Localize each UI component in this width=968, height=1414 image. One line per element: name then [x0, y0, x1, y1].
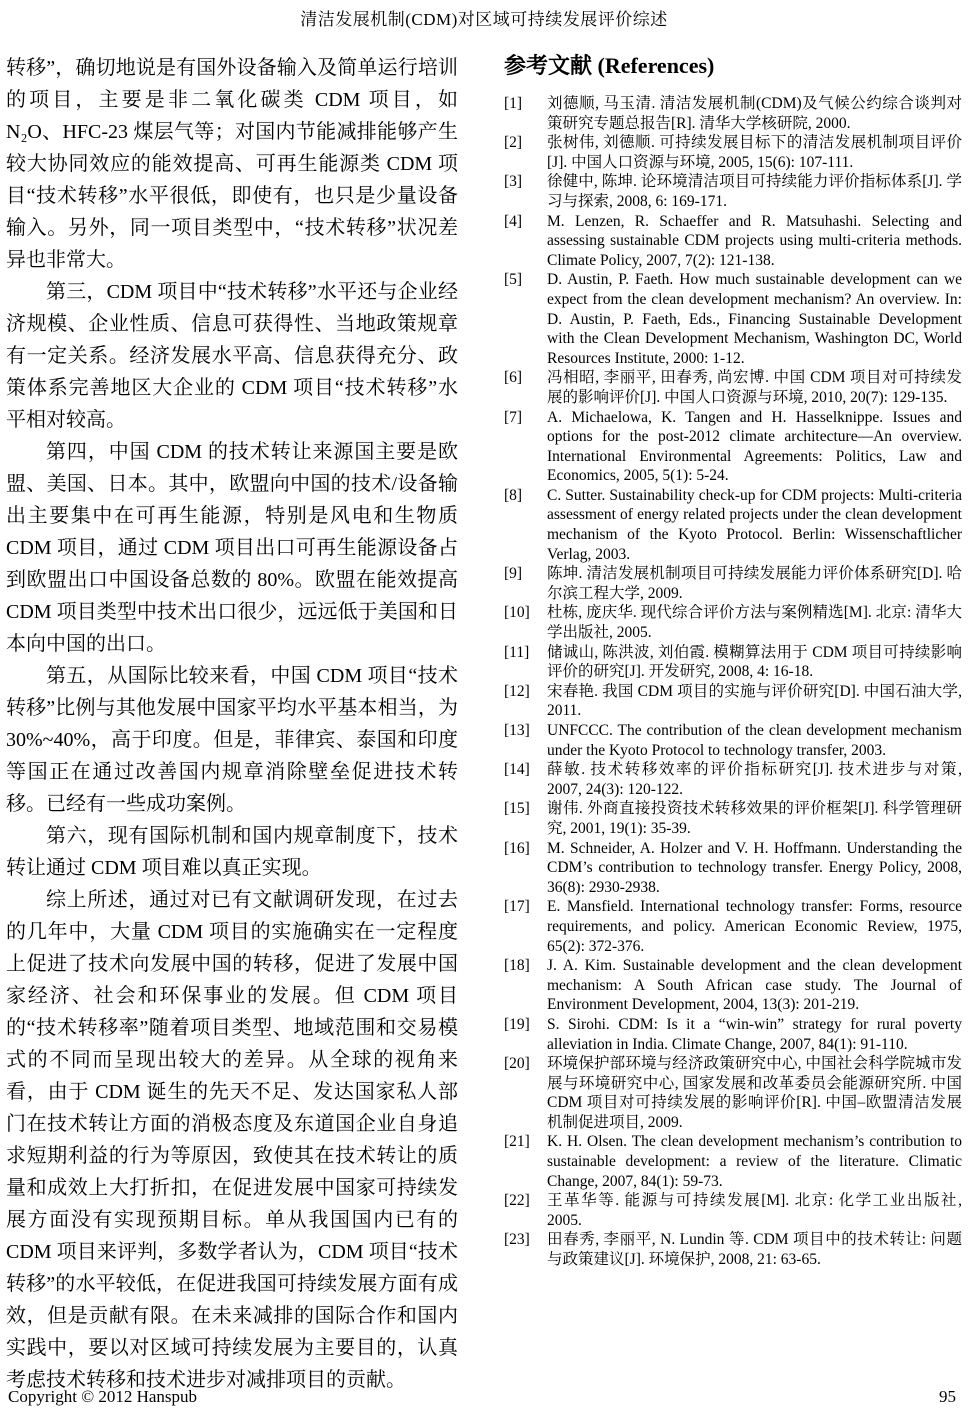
reference-number: [8] [504, 486, 523, 504]
reference-text: 环境保护部环境与经济政策研究中心, 中国社会科学院城市发展与环境研究中心, 国家发展和改革委员会能源研究所. 中国 CDM 项目对可持续发展的影响评价[R]. 中国–欧盟清洁发展机制促进项目, 2009. [547, 1055, 962, 1131]
reference-number: [19] [504, 1015, 530, 1033]
reference-number: [10] [504, 604, 530, 622]
reference-item [504, 721, 962, 760]
references-column [504, 52, 962, 1396]
reference-item [504, 1054, 962, 1132]
reference-item [504, 897, 962, 956]
reference-text: 刘德顺, 马玉清. 清洁发展机制(CDM)及气候公约综合谈判对策研究专题总报告[R]. 清华大学核研院, 2000. [547, 95, 962, 132]
reference-text: C. Sutter. Sustainability check-up for CDM projects: Multi-criteria assessment of energy related projects under the clean development mechanism of the Kyoto Protocol. Berlin: Wissenschaftlicher Verlag, 2003. [547, 486, 962, 563]
reference-item [504, 643, 962, 682]
reference-number: [16] [504, 839, 530, 857]
reference-text: K. H. Olsen. The clean development mechanism’s contribution to sustainable development: a review of the literature. Climatic Change, 2007, 84(1): 59-73. [547, 1133, 962, 1190]
reference-number: [15] [504, 800, 530, 818]
reference-text: UNFCCC. The contribution of the clean development mechanism under the Kyoto Protocol to technology transfer, 2003. [547, 722, 962, 759]
reference-number: [5] [504, 271, 523, 289]
reference-item [504, 1015, 962, 1054]
reference-number: [18] [504, 957, 530, 975]
body-paragraph: 转移”，确切地说是有国外设备输入及简单运行培训的项目，主要是非二氧化碳类 CDM 项目，如 N₂O、HFC-23 煤层气等；对国内节能减排能够产生较大协同效应的能效提高、可再生能源类 CDM 项目“技术转移”水平很低，即使有，也只是少量设备输入。另外，同一项目类型中，“技术转移”状况差异也非常大。 [6, 57, 458, 271]
body-text-column [6, 52, 458, 1396]
reference-item [504, 368, 962, 407]
reference-text: J. A. Kim. Sustainable development and the clean development mechanism: A South African case study. The Journal of Environment Development, 2004, 13(3): 201-219. [547, 957, 962, 1014]
reference-text: 谢伟. 外商直接投资技术转移效果的评价框架[J]. 科学管理研究, 2001, 19(1): 35-39. [547, 800, 962, 837]
reference-item [504, 760, 962, 799]
reference-text: S. Sirohi. CDM: Is it a “win-win” strategy for rural poverty alleviation in India. Climate Change, 2007, 84(1): 91-110. [547, 1015, 962, 1053]
page-number: 95 [939, 1387, 956, 1406]
reference-text: 徐健中, 陈坤. 论环境清洁项目可持续能力评价指标体系[J]. 学习与探索, 2008, 6: 169-171. [547, 173, 962, 210]
reference-number: [23] [504, 1231, 530, 1249]
page-footer [8, 1387, 956, 1407]
reference-text: D. Austin, P. Faeth. How much sustainable development can we expect from the clean development mechanism? An overview. In: D. Austin, P. Faeth, Eds., Financing Sustainable Development with the Clean Development Mechanism, Washington DC, World Resources Institute, 2000: 1-12. [547, 271, 962, 367]
reference-number: [9] [504, 565, 523, 583]
reference-item [504, 1132, 962, 1191]
reference-item [504, 212, 962, 271]
reference-item [504, 564, 962, 603]
reference-number: [21] [504, 1133, 530, 1151]
reference-text: 田春秀, 李丽平, N. Lundin 等. CDM 项目中的技术转让: 问题与政策建议[J]. 环境保护, 2008, 21: 63-65. [547, 1231, 962, 1269]
reference-item [504, 839, 962, 898]
reference-item [504, 799, 962, 838]
reference-number: [1] [504, 95, 523, 112]
reference-text: 杜栋, 庞庆华. 现代综合评价方法与案例精选[M]. 北京: 清华大学出版社, 2005. [547, 604, 962, 642]
reference-item [504, 172, 962, 211]
reference-number: [3] [504, 173, 523, 191]
reference-number: [11] [504, 643, 530, 661]
reference-number: [14] [504, 761, 530, 779]
reference-text: 王革华等. 能源与可持续发展[M]. 北京: 化学工业出版社, 2005. [547, 1192, 962, 1229]
body-paragraph: 第三，CDM 项目中“技术转移”水平还与企业经济规模、企业性质、信息可获得性、当地政策规章有一定关系。经济发展水平高、信息获得充分、政策体系完善地区大企业的 CDM 项目“技术转移”水平相对较高。 [6, 281, 458, 431]
reference-text: 张树伟, 刘德顺. 可持续发展目标下的清洁发展机制项目评价[J]. 中国人口资源与环境, 2005, 15(6): 107-111. [547, 134, 962, 171]
reference-item [504, 486, 962, 564]
reference-number: [17] [504, 898, 530, 916]
reference-number: [20] [504, 1055, 530, 1073]
reference-item [504, 133, 962, 172]
body-paragraph: 第四，中国 CDM 的技术转让来源国主要是欧盟、美国、日本。其中，欧盟向中国的技术/设备输出主要集中在可再生能源，特别是风电和生物质 CDM 项目，通过 CDM 项目出口可再生能源设备占到欧盟出口中国设备总数的 80%。欧盟在能效提高 CDM 项目类型中技术出口很少，远远低于美国和日本向中国的出口。 [6, 441, 458, 655]
reference-item [504, 1191, 962, 1230]
reference-item [504, 682, 962, 721]
reference-number: [13] [504, 722, 530, 739]
reference-text: 宋春艳. 我国 CDM 项目的实施与评价研究[D]. 中国石油大学, 2011. [547, 682, 962, 720]
reference-text: 陈坤. 清洁发展机制项目可持续发展能力评价体系研究[D]. 哈尔滨工程大学, 2009. [547, 565, 962, 602]
reference-item [504, 1230, 962, 1269]
reference-text: 储诚山, 陈洪波, 刘伯霞. 模糊算法用于 CDM 项目可持续影响评价的研究[J]. 开发研究, 2008, 4: 16-18. [547, 643, 962, 681]
reference-text: 冯相昭, 李丽平, 田春秀, 尚宏博. 中国 CDM 项目对可持续发展的影响评价[J]. 中国人口资源与环境, 2010, 20(7): 129-135. [547, 369, 962, 406]
reference-item [504, 408, 962, 486]
two-column-layout [0, 52, 968, 1396]
reference-item [504, 603, 962, 642]
references-list [504, 94, 962, 1270]
reference-item [504, 270, 962, 368]
reference-text: E. Mansfield. International technology transfer: Forms, resource requirements, and policy. American Economic Review, 1975, 65(2): 372-376. [547, 898, 962, 955]
references-heading: 参考文献 (References) [504, 53, 715, 78]
page-header-title: 清洁发展机制(CDM)对区域可持续发展评价综述 [300, 10, 668, 29]
reference-item [504, 956, 962, 1015]
reference-number: [2] [504, 134, 523, 152]
reference-number: [6] [504, 369, 523, 387]
reference-item [504, 94, 962, 133]
reference-text: M. Lenzen, R. Schaeffer and R. Matsuhashi. Selecting and assessing sustainable CDM projects using multi-criteria methods. Climate Policy, 2007, 7(2): 121-138. [547, 212, 962, 269]
body-paragraph: 第五，从国际比较来看，中国 CDM 项目“技术转移”比例与其他发展中国家平均水平基本相当，为 30%~40%，高于印度。但是，菲律宾、泰国和印度等国正在通过改善国内规章消除壁垒促进技术转移。已经有一些成功案例。 [6, 665, 458, 815]
reference-text: M. Schneider, A. Holzer and V. H. Hoffmann. Understanding the CDM’s contribution to technology transfer. Energy Policy, 2008, 36(8): 2930-2938. [547, 839, 962, 896]
reference-number: [7] [504, 408, 523, 426]
reference-number: [12] [504, 682, 530, 700]
reference-text: 薛敏. 技术转移效率的评价指标研究[J]. 技术进步与对策, 2007, 24(3): 120-122. [547, 761, 962, 798]
copyright-text: Copyright © 2012 Hanspub [8, 1387, 198, 1406]
reference-number: [4] [504, 212, 523, 230]
body-paragraph: 第六，现有国际机制和国内规章制度下，技术转让通过 CDM 项目难以真正实现。 [6, 825, 458, 879]
reference-number: [22] [504, 1192, 530, 1210]
body-paragraph: 综上所述，通过对已有文献调研发现，在过去的几年中，大量 CDM 项目的实施确实在一定程度上促进了技术向发展中国的转移，促进了发展中国家经济、社会和环保事业的发展。但 CDM 项目的“技术转移率”随着项目类型、地域范围和交易模式的不同而呈现出较大的差异。从全球的视角来看，由于 CDM 诞生的先天不足、发达国家私人部门在技术转让方面的消极态度及东道国企业自身追求短期利益的行为等原因，致使其在技术转让的质量和成效上大打折扣，在促进发展中国家可持续发展方面没有实现预期目标。单从我国国内已有的 CDM 项目来评判，多数学者认为，CDM 项目“技术转移”的水平较低，在促进我国可持续发展方面有成效，但是贡献有限。在未来减排的国际合作和国内实践中，要以对区域可持续发展为主要目的，认真考虑技术转移和技术进步对减排项目的贡献。 [6, 889, 458, 1391]
reference-text: A. Michaelowa, K. Tangen and H. Hasselknippe. Issues and options for the post-2012 climate architecture—An overview. International Environmental Agreements: Politics, Law and Economics, 2005, 5(1): 5-24. [547, 408, 962, 485]
